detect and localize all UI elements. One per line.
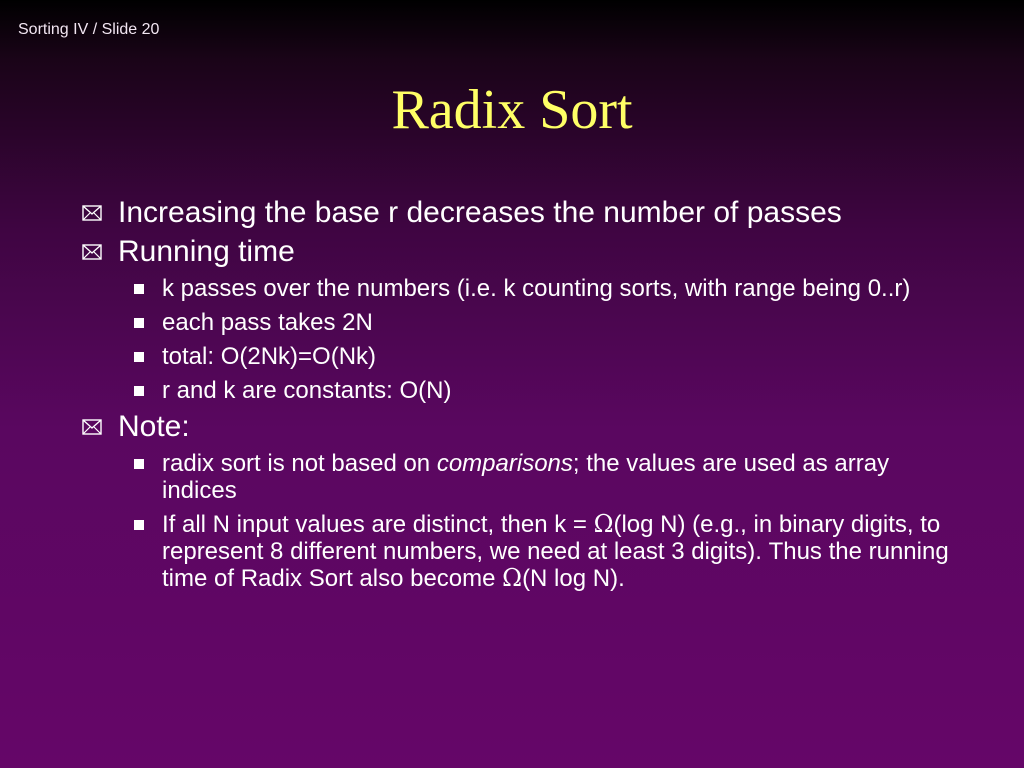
envelope-icon: [82, 419, 102, 435]
bullet-text: Note:: [118, 410, 190, 443]
sub-bullet-text: k passes over the numbers (i.e. k counting sorts, with range being 0..r): [162, 275, 911, 302]
sub-bullet-item: [76, 450, 956, 504]
sub-bullet-text: r and k are constants: O(N): [162, 377, 452, 404]
sub-bullet-text: each pass takes 2N: [162, 309, 373, 336]
square-bullet-icon: [134, 352, 144, 362]
sub-bullet-item: [76, 309, 956, 336]
bullet-item: [76, 196, 956, 229]
bullet-text: Running time: [118, 235, 295, 268]
slide-content: [76, 190, 956, 592]
square-bullet-icon: [134, 318, 144, 328]
envelope-icon: [82, 205, 102, 221]
bullet-text: Increasing the base r decreases the number of passes: [118, 196, 842, 229]
slide-title: Radix Sort: [391, 79, 633, 141]
bullet-item: [76, 235, 956, 268]
sub-bullet-item: [76, 343, 956, 370]
omega-symbol: Ω: [502, 564, 523, 592]
square-bullet-icon: [134, 520, 144, 530]
sub-bullet-text: radix sort is not based on comparisons; the values are used as array indices: [162, 450, 890, 504]
omega-symbol: Ω: [593, 510, 614, 538]
square-bullet-icon: [134, 386, 144, 396]
square-bullet-icon: [134, 459, 144, 469]
sub-bullet-item: [76, 511, 956, 592]
sub-bullet-item: [76, 377, 956, 404]
sub-bullet-item: [76, 275, 956, 302]
sub-bullet-text: total: O(2Nk)=O(Nk): [162, 343, 377, 370]
emphasis-text: comparisons: [436, 450, 573, 477]
bullet-item: [76, 410, 956, 443]
slide-footer: Sorting IV / Slide 20: [18, 21, 160, 38]
envelope-icon: [82, 244, 102, 260]
sub-bullet-text: If all N input values are distinct, then k = Ω(log N) (e.g., in binary digits, to represent 8 different numbers, we need at least 3 digits). Thus the running time of Radix Sort also become Ω(N log N).: [162, 510, 949, 592]
square-bullet-icon: [134, 284, 144, 294]
